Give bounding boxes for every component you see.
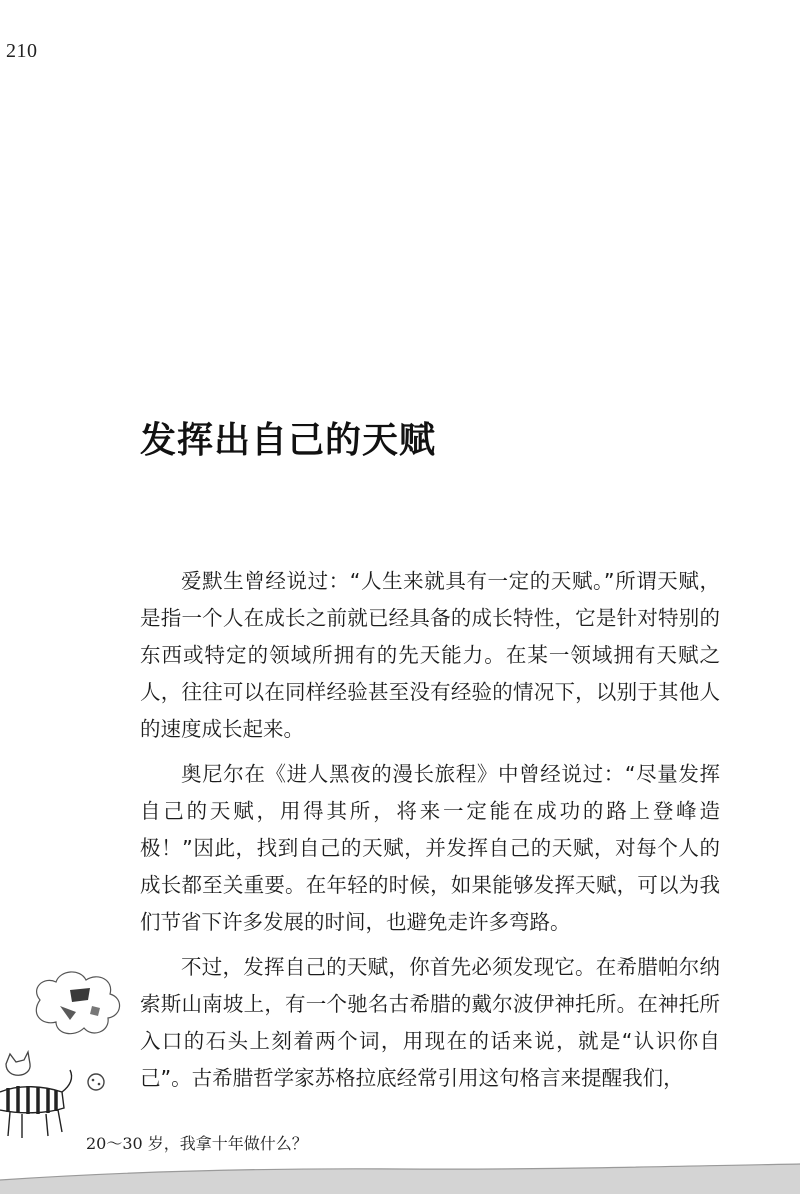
paragraph: 奥尼尔在《进人黑夜的漫长旅程》中曾经说过：“尽量发挥自己的天赋，用得其所，将来一定能在成功的路上登峰造极！”因此，找到自己的天赋，并发挥自己的天赋，对每个人的成长都至关重要。在年轻的时候，如果能够发挥天赋，可以为我们节省下许多发展的时间，也避免走许多弯路。: [140, 762, 720, 934]
chapter-title: 发挥出自己的天赋: [140, 420, 437, 461]
footer-band: [0, 1154, 800, 1194]
page-number: 210: [6, 40, 38, 62]
paragraph: 爱默生曾经说过：“人生来就具有一定的天赋。”所谓天赋，是指一个人在成长之前就已经具备的成长特性，它是针对特别的东西或特定的领域所拥有的先天能力。在某一领域拥有天赋之人，往往可以在同样经验甚至没有经验的情况下，以别于其他人的速度成长起来。: [140, 569, 720, 741]
paragraph: 不过，发挥自己的天赋，你首先必须发现它。在希腊帕尔纳索斯山南坡上，有一个驰名古希腊的戴尔波伊神托所。在神托所入口的石头上刻着两个词，用现在的话来说，就是“认识你自己”。古希腊哲学家苏格拉底经常引用这句格言来提醒我们，: [140, 955, 720, 1090]
body-text: [140, 563, 720, 1097]
running-footer: 20～30 岁，我拿十年做什么？: [86, 1134, 308, 1153]
zebra-doodle-icon: [0, 960, 150, 1160]
